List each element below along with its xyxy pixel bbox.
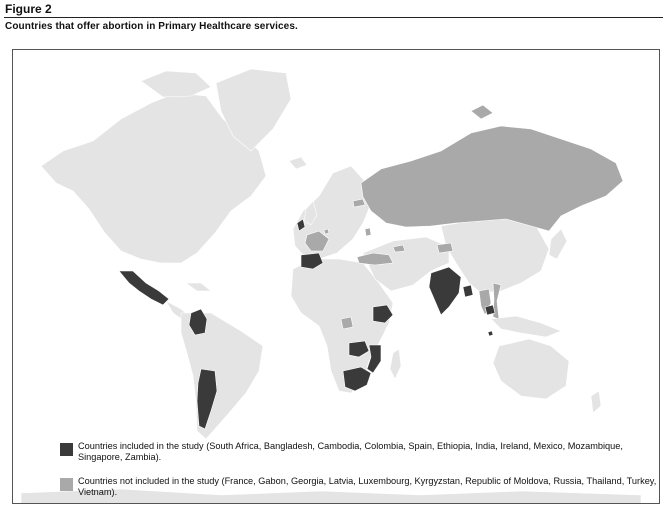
country-russia-island [471, 105, 493, 119]
country-mexico [119, 271, 169, 305]
country-luxembourg [324, 229, 329, 234]
legend-swatch-included [60, 443, 73, 456]
legend-text-included: Countries included in the study (South Africa, Bangladesh, Cambodia, Colombia, Spain, Ethiopia, India, Ireland, Mexico, Mozambique, Singapore, Zambia). [78, 441, 623, 462]
land-japan [549, 229, 567, 259]
figure-label: Figure 2 [5, 2, 52, 16]
land-caribbean [186, 283, 211, 291]
other-land-group [21, 69, 641, 504]
country-moldova [365, 228, 371, 236]
land-southeast-asia-islands [491, 316, 561, 337]
country-singapore [488, 331, 493, 336]
land-arctic-islands [141, 71, 211, 97]
land-madagascar [390, 349, 401, 379]
title-rule [4, 17, 663, 18]
legend-swatch-not-included [60, 478, 73, 491]
legend-text-not-included: Countries not included in the study (France, Gabon, Georgia, Latvia, Luxembourg, Kyrgyzstan, Republic of Moldova, Russia, Thailand, Turkey, Vietnam). [78, 476, 657, 497]
land-iceland [289, 157, 307, 169]
country-turkey [357, 253, 393, 265]
country-gabon [341, 317, 353, 329]
country-kyrgyzstan [437, 243, 453, 253]
country-vietnam [493, 283, 501, 319]
map-frame [12, 49, 660, 504]
world-map [13, 50, 660, 504]
land-europe [293, 166, 373, 259]
land-new-zealand [591, 391, 601, 413]
land-australia [493, 339, 569, 399]
country-south-africa [343, 367, 371, 391]
country-india [429, 267, 461, 315]
country-russia [361, 126, 623, 231]
country-cambodia [485, 305, 495, 315]
country-bangladesh [463, 285, 473, 297]
figure-caption: Countries that offer abortion in Primary Healthcare services. [5, 21, 298, 32]
